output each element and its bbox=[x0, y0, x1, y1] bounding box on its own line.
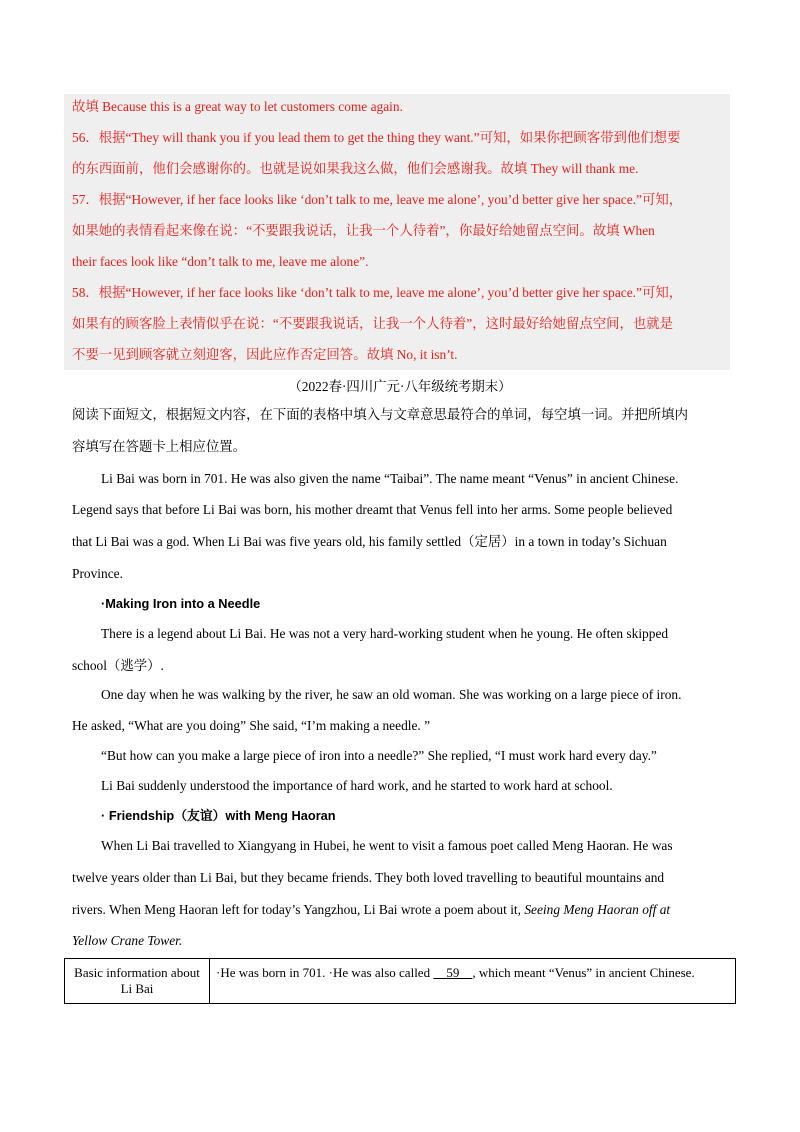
answer-blank-59: 59 bbox=[433, 965, 473, 980]
passage-line: that Li Bai was a god. When Li Bai was five years old, his family settled（定居）in a town in today’s Sichuan bbox=[72, 534, 667, 549]
passage-line: Legend says that before Li Bai was born, his mother dreamt that Venus fell into her arms. Some people believed bbox=[72, 502, 673, 517]
answer-line: 57．根据“However, if her face looks like ‘don’t talk to me, leave me alone’, you’d better give her space.”可知， bbox=[72, 192, 683, 207]
table-content-cell bbox=[210, 959, 736, 1004]
section-heading: · Friendship（友谊）with Meng Haoran bbox=[101, 808, 336, 823]
section-heading: ·Making Iron into a Needle bbox=[101, 596, 261, 611]
passage-line: Province. bbox=[72, 566, 123, 581]
table-text: ·He was born in 701. ·He was also called bbox=[216, 965, 434, 980]
table-row bbox=[65, 959, 736, 1004]
answer-line: 如果有的顾客脸上表情似乎在说：“不要跟我说话，让我一个人待着”，这时最好给她留点空间，也就是 bbox=[72, 316, 674, 331]
passage-line: school（逃学）. bbox=[72, 658, 164, 673]
answer-line: 58．根据“However, if her face looks like ‘don’t talk to me, leave me alone’, you’d better give her space.”可知， bbox=[72, 285, 683, 300]
answer-line: 56．根据“They will thank you if you lead them to get the thing they want.”可知，如果你把顾客带到他们想要 bbox=[72, 130, 681, 145]
instructions-line: 阅读下面短文，根据短文内容，在下面的表格中填入与文章意思最符合的单词，每空填一词。并把所填内 bbox=[72, 407, 688, 422]
answer-explanations bbox=[64, 94, 730, 370]
question-source: （2022春·四川广元·八年级统考期末） bbox=[288, 379, 512, 394]
poem-title: Seeing Meng Haoran off at bbox=[524, 902, 671, 917]
passage-line bbox=[72, 931, 182, 951]
passage-line: He asked, “What are you doing” She said, “I’m making a needle. ” bbox=[72, 718, 431, 733]
passage-line: “But how can you make a large piece of iron into a needle?” She replied, “I must work hard every day.” bbox=[101, 748, 657, 763]
answer-line: 故填 Because this is a great way to let customers come again. bbox=[72, 99, 403, 114]
passage-text: rivers. When Meng Haoran left for today’s Yangzhou, Li Bai wrote a poem about it, bbox=[72, 902, 525, 917]
passage-line: One day when he was walking by the river, he saw an old woman. She was working on a large piece of iron. bbox=[101, 687, 682, 702]
passage-line: Li Bai suddenly understood the importance of hard work, and he started to work hard at school. bbox=[101, 778, 613, 793]
info-table bbox=[64, 958, 736, 1004]
passage-line: Li Bai was born in 701. He was also given the name “Taibai”. The name meant “Venus” in ancient Chinese. bbox=[101, 471, 679, 486]
passage-line: When Li Bai travelled to Xiangyang in Hubei, he went to visit a famous poet called Meng Haoran. He was bbox=[101, 838, 673, 853]
answer-line: 的东西面前，他们会感谢你的。也就是说如果我这么做，他们会感谢我。故填 They will thank me. bbox=[72, 161, 639, 176]
answer-line: their faces look like “don’t talk to me, leave me alone”. bbox=[72, 254, 369, 269]
answer-line: 如果她的表情看起来像在说：“不要跟我说话，让我一个人待着”，你最好给她留点空间。故填 When bbox=[72, 223, 655, 238]
table-label-cell: Basic information about Li Bai bbox=[65, 959, 210, 1004]
table-text: , which meant “Venus” in ancient Chinese. bbox=[472, 965, 695, 980]
instructions-line: 容填写在答题卡上相应位置。 bbox=[72, 439, 247, 454]
answer-line: 不要一见到顾客就立刻迎客，因此应作否定回答。故填 No, it isn’t. bbox=[72, 347, 458, 362]
passage-line: twelve years older than Li Bai, but they became friends. They both loved travelling to beautiful mountains and bbox=[72, 870, 665, 885]
poem-title: Yellow Crane Tower. bbox=[72, 933, 183, 948]
passage-line: There is a legend about Li Bai. He was not a very hard-working student when he young. He often skipped bbox=[101, 626, 669, 641]
passage-line bbox=[72, 900, 670, 920]
